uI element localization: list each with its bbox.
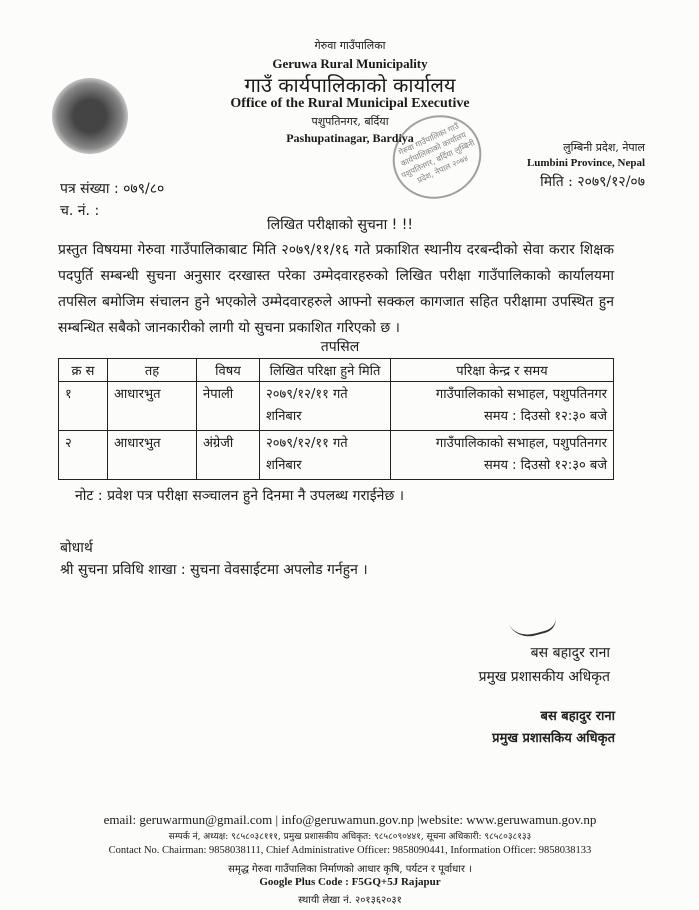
dispatch-number: च. नं. : xyxy=(60,203,100,219)
table-row xyxy=(59,382,614,431)
footer-account: स्थायी लेखा नं. २०१३६२०३१ xyxy=(298,895,402,906)
footer-plus-code: Google Plus Code : F5GQ+5J Rajapur xyxy=(259,876,441,888)
header-subject: विषय xyxy=(197,359,260,382)
footer-contact-en: Contact No. Chairman: 9858038111, Chief Administrative Officer: 9858090441, Information Officer: 9858038133 xyxy=(108,845,592,856)
notice-body: प्रस्तुत विषयमा गेरुवा गाउँपालिकाबाट मिति २०७९/११/१६ गते प्रकाशित स्थानीय दरबन्दीको सेवा करार शिक्षक पदपुर्ति सम्बन्धी सुचना अनुसार दरखास्त परेका उम्मेदवारहरुको लिखित परीक्षा गाउँपालिकाको कार्यालयमा तपसिल बमोजिम संचालन हुने भएकोले उम्मेदवारहरुले आफ्नो सक्कल कागजात सहित परीक्षामा उपस्थित हुन सम्बन्धित सबैको जानकारीको लागी यो सुचना प्रकाशित गरिएको छ । xyxy=(58,242,614,336)
table-row xyxy=(59,431,614,480)
header-exam-date: लिखित परिक्षा हुने मिति xyxy=(260,359,391,382)
cell-date: २०७९/१२/११ गते शनिबार xyxy=(260,382,391,431)
cell-subject: नेपाली xyxy=(197,382,260,431)
province-np: लुम्बिनी प्रदेश, नेपाल xyxy=(563,141,645,154)
cell-date: २०७९/१२/११ गते शनिबार xyxy=(260,431,391,480)
name-stamp xyxy=(470,706,615,750)
exam-schedule-table xyxy=(58,358,614,480)
notice-title: लिखित परीक्षाको सुचना ! !! xyxy=(267,217,413,233)
center-name: गाउँपालिकाको सभाहल, पशुपतिनगर xyxy=(435,436,607,451)
exam-time: समय : दिउसो १२:३० बजे xyxy=(483,409,607,424)
note: नोट : प्रवेश पत्र परीक्षा सञ्चालन हुने दिनमा नै उपलब्ध गराईनेछ । xyxy=(75,488,405,504)
center-name: गाउँपालिकाको सभाहल, पशुपतिनगर xyxy=(435,387,607,402)
emblem-logo xyxy=(52,78,128,154)
header-serial: क्र स xyxy=(59,359,108,382)
stamp-text: गेरुवा गाउँपालिका गाउँ कार्यपालिकाको कार्यालय पशुपतिनगर, बर्दिया लुम्बिनी प्रदेश, नेपाल २०७४ xyxy=(397,121,477,185)
province-en: Lumbini Province, Nepal xyxy=(526,157,645,169)
letter-number: पत्र संख्या : ०७९/८० xyxy=(60,181,165,197)
signature xyxy=(504,593,558,642)
header-level: तह xyxy=(108,359,197,382)
letter-date: मिति : २०७९/१२/०७ xyxy=(540,174,645,190)
table-header-row xyxy=(59,359,614,382)
footer-slogan: समृद्ध गेरुवा गाउँपालिका निर्माणको आधार कृषि, पर्यटन र पूर्वाधार । xyxy=(228,864,472,875)
cell-subject: अंग्रेजी xyxy=(197,431,260,480)
cc-label: बोधार्थ xyxy=(60,540,93,556)
cell-serial: २ xyxy=(59,431,108,480)
exam-time: समय : दिउसो १२:३० बजे xyxy=(483,458,607,473)
footer-contact-np: सम्पर्क नं, अध्यक्ष: ९८५८०३८१११, प्रमुख प्रशासकीय अधिकृत: ९८५८०९०४४१, सूचना अधिकारी: ९८५८०३८१३३ xyxy=(168,832,532,842)
cell-serial: १ xyxy=(59,382,108,431)
municipality-name-en: Geruwa Rural Municipality xyxy=(272,56,428,71)
municipality-name-np: गेरुवा गाउँपालिका xyxy=(314,39,386,52)
stamp-title: प्रमुख प्रशासकिय अधिकृत xyxy=(492,731,615,746)
signatory-name: बस बहादुर राना xyxy=(530,645,610,661)
address-np: पशुपतिनगर, बर्दिया xyxy=(311,115,389,128)
cell-center xyxy=(391,382,614,431)
signatory-title: प्रमुख प्रशासकीय अधिकृत xyxy=(478,669,610,685)
schedule-title: तपसिल xyxy=(320,339,360,355)
header-center-time: परिक्षा केन्द्र र समय xyxy=(391,359,614,382)
cell-level: आधारभुत xyxy=(108,431,197,480)
stamp-name: बस बहादुर राना xyxy=(540,709,615,724)
cc-line: श्री सुचना प्रविधि शाखा : सुचना वेवसाईटमा अपलोड गर्नहुन । xyxy=(60,562,368,578)
footer-email: email: geruwarmun@gmail.com | info@geruwamun.gov.np |website: www.geruwamun.gov.np xyxy=(103,812,597,827)
office-name-np: गाउँ कार्यपालिकाको कार्यालय xyxy=(244,73,456,97)
address-en: Pashupatinagar, Bardiya xyxy=(286,131,414,145)
office-name-en: Office of the Rural Municipal Executive xyxy=(230,96,470,111)
cell-center xyxy=(391,431,614,480)
cell-level: आधारभुत xyxy=(108,382,197,431)
